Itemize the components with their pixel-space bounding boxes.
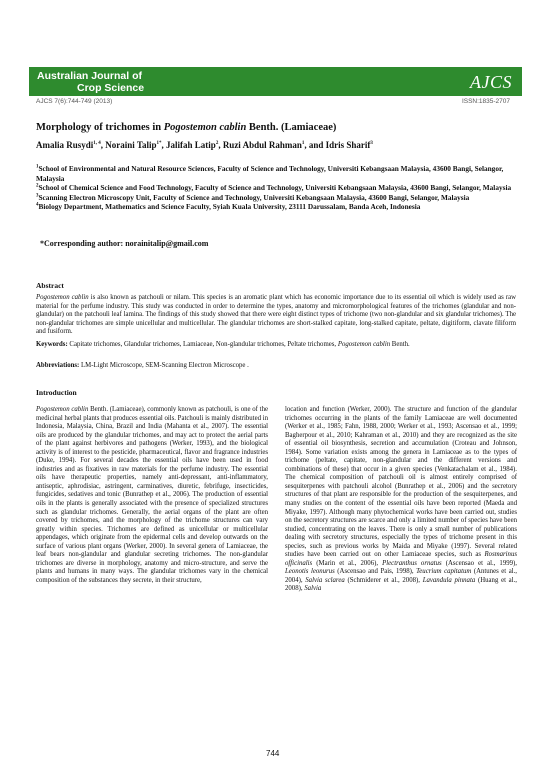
intro-column-right: location and function (Werker, 2000). The structure and function of the glandular trichomes occurring in the plants of the family Lamiaceae are well documented (Werker et al., 1985; Fahn, 1988, 2000; Werker et al., 1993; Ascensao et al., 1999; Bagherpour et al., 2010; Kahraman et al., 2010) and they are recognized as the site of essential oil biosynthesis, secretion and accumulation (Croteau and Johnson, 1984). Some variation exists among the genera in Lamiaceae as to the types of trichome (peltate, capitate, non-glandular and the different versions and combinations of these) that occur in a given species (Venkatachalam et al., 1984). The chemical composition of patchouli oil is almost entirely comprised of sesquiterpenes with patchouli alcohol (Bunrathep et al., 2006) and the secretory structures of that plant are responsible for the production of the sesquiterpenes, and many studies on the content of the essential oils have been reported (Maeda and Miyake, 1997). Although many phytochemical works have been carried out, studies on the secretory structures are scarce and only a limited number of species have been studied, concentrating on the leaves. There is only a small number of publications dealing with secretory structures, especially the types of trichome present in this species, such as previous works by Maida and Miyake (1997). Several related studies have been carried out on other Lamiaceae species, such as Rosmarinus officinalis (Marin et al., 2006), Plectranthus ornatus (Ascensao et al., 1999), Leonotis leonurus (Ascensao and Pais, 1998), Teucrium capitatum (Antunes et al., 2004), Salvia sclarea (Schmiderer et al., 2008), Lavandula pinnata (Huang et al., 2008), Salvia	[285, 406, 518, 593]
abstract-heading: Abstract	[36, 281, 64, 290]
page-number: 744	[266, 749, 280, 758]
article-title	[36, 122, 336, 133]
title-text: Morphology of trichomes in Pogostemon cablin Benth. (Lamiaceae)	[36, 122, 337, 133]
abbreviations: Abbreviations: LM-Light Microscope, SEM-Scanning Electron Microscope .	[36, 362, 249, 369]
citation: AJCS 7(6):744-749 (2013)	[36, 98, 113, 105]
introduction-heading: Introduction	[36, 388, 77, 397]
affiliation-2: $^2$School of Chemical Science and Food Technology, Faculty of Science and Technology, Universiti Kebangsaan Malaysia, 43600 Bangi, Selangor, Malaysia	[36, 183, 512, 193]
intro-column-left: Pogostemon cablin Benth. (Lamiaceae), commonly known as patchouli, is one of the medicinal herbal plants that produces essential oils. Patchouli is mainly distributed in Indonesia, Malaysia, China, Brazil and India (Mahanta et al., 2007). The essential oils are produced by the glandular trichomes, and may act to protect the aerial parts of the plant against herbivores and pathogens (Werker, 1993), and the biological activity is of interest to the pesticide, pharmaceutical, flavor and fragrance industries (Duke, 1994). For several decades the essential oils have been used in food industries and as fixatives in raw materials for the perfume industry. The essential oils have therapeutic properties, namely anti-depressant, anti-inflammatory, antiseptic, aphrodisiac, astringent, carminatives, diuretic, febrifuge, insecticides, fungicides, sedatives and tonic (Bunrathep et al., 2006). The production of essential oils in the plants is generally associated with the presence of specialized structures such as glandular trichomes. Generally, the aerial organs of the plant are often covered by trichomes, and the morphology of the trichome structures can vary greatly within species. Trichomes are defined as unicellular or multicellular appendages, which originate from the epidermal cells and develop outwards on the surface of various plant organs (Werker, 2000). In several genera of Lamiaceae, the leaf bears non-glandular and glandular secreting trichomes. The non-glandular trichomes are diverse in morphology, anatomy and micro-structure, and serve the plants and humans in many ways. The glandular trichomes vary in the chemical composition of the substances they secrete, in their structure,	[36, 406, 268, 584]
issn: ISSN:1835-2707	[461, 98, 510, 105]
journal-name-line1: Australian Journal of	[37, 70, 143, 82]
corresponding-author: *Corresponding author: norainitalip@gmail.com	[40, 239, 209, 248]
journal-name-line2: Crop Science	[77, 82, 145, 94]
authors-rendered: Amalia Rusydi$^{1, 4}$, Noraini Talip$^{1*}$, Jalifah Latip$^2$, Ruzi Abdul Rahman$^1$, and Idris Sharif$^3$	[36, 140, 373, 150]
affiliation-1: $^1$School of Environmental and Natural Resource Sciences, Faculty of Science and Technology, Universiti Kebangsaan Malaysia, 43600 Bangi, Selangor, Malaysia	[36, 164, 504, 183]
affiliation-3: $^3$Scanning Electron Microscopy Unit, Faculty of Science and Technology, Universiti Kebangsaan Malaysia, 43600 Bangi, Selangor, Malaysia	[36, 192, 470, 202]
author-list	[36, 140, 373, 150]
journal-banner	[29, 67, 522, 96]
abstract-text: Pogostemon cablin is also known as patchouli or nilam. This species is an aromatic plant which has economic importance due to its essential oil which is widely used as raw material for the perfume industry. This study was conducted in order to determine the types, anatomy and micromorphological features of the trichomes (glandular and non-glandular) on the patchouli leaf lamina. The findings of this study showed that there were eight distinct types of trichome (two non-glandular and six glandular trichomes). The non-glandular trichomes are simple unicellular and multicellular. The glandular trichomes are short-stalked capitate, long-stalked capitate, peltate, digitiform, clavate filiform and fusiform.	[36, 294, 517, 336]
keywords: Keywords: Capitate trichomes, Glandular trichomes, Lamiaceae, Non-glandular trichomes, Peltate trichomes, Pogostemon cablin Benth.	[36, 341, 410, 348]
affiliations	[36, 164, 514, 212]
journal-abbreviation: AJCS	[470, 72, 512, 92]
affiliation-4: $^4$Biology Department, Mathematics and Science Faculty, Syiah Kuala University, 23111 Darussalam, Banda Aceh, Indonesia	[36, 202, 421, 212]
